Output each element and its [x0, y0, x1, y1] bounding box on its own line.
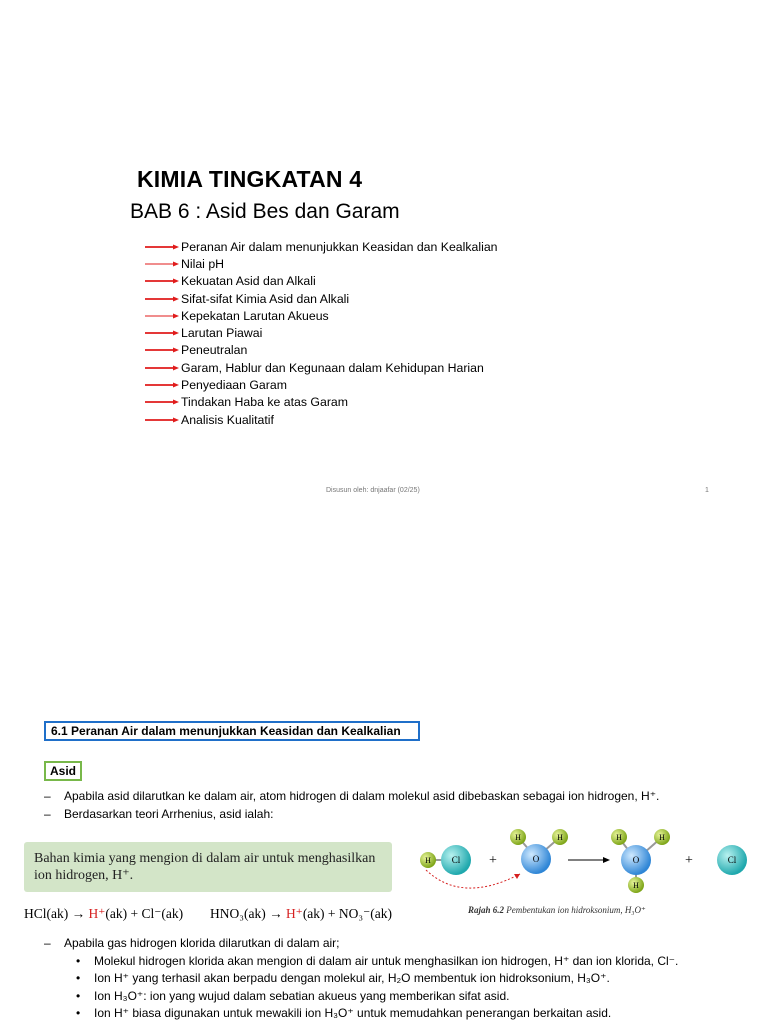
topic-item [145, 255, 498, 272]
topic-item [145, 342, 498, 359]
topic-label: Tindakan Haba ke atas Garam [181, 395, 349, 410]
plus-sign: + [489, 853, 497, 868]
atom-label: H [557, 833, 563, 842]
equation-hcl [24, 906, 183, 922]
dash-bullet: – [44, 936, 51, 950]
bullet-text: Ion H⁺ biasa digunakan untuk mewakili ion H₃O⁺ untuk memudahkan penerangan berkaitan asid. [94, 1006, 612, 1020]
topic-item [145, 359, 498, 376]
definition-line: Bahan kimia yang mengion di dalam air untuk menghasilkan [34, 851, 376, 866]
text-line [44, 936, 340, 950]
topic-label: Garam, Hablur dan Kegunaan dalam Kehidupan Harian [181, 360, 484, 375]
dash-bullet: – [44, 789, 51, 803]
equation-part: (ak) + Cl⁻(ak) [105, 906, 184, 921]
red-arrow-icon [145, 328, 179, 338]
topic-label: Kepekatan Larutan Akueus [181, 308, 329, 323]
dash-bullet: – [44, 807, 51, 821]
subheading-asid: Asid [44, 761, 82, 781]
atom-label: H [633, 881, 639, 890]
atom-label: O [532, 854, 540, 864]
red-arrow-icon [145, 363, 179, 373]
red-arrow-icon [145, 397, 179, 407]
equation-hydrogen-ion: H⁺ [285, 906, 303, 921]
text-line [44, 807, 273, 821]
topic-item [145, 290, 498, 307]
plus-sign: + [685, 853, 693, 868]
topic-item [145, 273, 498, 290]
topic-label: Sifat-sifat Kimia Asid dan Alkali [181, 291, 350, 306]
red-arrow-icon [145, 242, 179, 252]
line-text: Apabila gas hidrogen klorida dilarutkan di dalam air; [64, 936, 340, 950]
red-arrow-icon [145, 276, 179, 286]
line-text: Berdasarkan teori Arrhenius, asid ialah: [64, 807, 274, 821]
bullet-dot: • [76, 989, 81, 1003]
atom-label: H [425, 856, 431, 865]
diagram-caption [468, 905, 646, 916]
caption-text: Pembentukan ion hidroksonium, H₃O⁺ [504, 905, 646, 915]
topic-label: Peranan Air dalam menunjukkan Keasidan dan Kealkalian [181, 239, 498, 254]
definition-box [24, 842, 392, 892]
equation-part: HCl(ak) → [24, 906, 89, 921]
equation-hydrogen-ion: H⁺ [88, 906, 106, 921]
red-arrow-icon [145, 345, 179, 355]
topic-item [145, 238, 498, 255]
bullet-text: Ion H⁺ yang terhasil akan berpadu dengan molekul air, H₂O membentuk ion hidroksonium, H₃O⁺. [94, 971, 610, 985]
slide-title: KIMIA TINGKATAN 4 [137, 166, 363, 192]
topic-item [145, 307, 498, 324]
red-arrow-icon [145, 415, 179, 425]
bullet-dot: • [76, 1006, 81, 1020]
topic-label: Analisis Kualitatif [181, 412, 274, 427]
topic-item [145, 411, 498, 428]
page-number: 1 [705, 487, 709, 494]
red-arrow-icon [145, 259, 179, 269]
red-arrow-icon [145, 380, 179, 390]
topic-label: Kekuatan Asid dan Alkali [181, 274, 316, 289]
bullet-item [70, 989, 509, 1003]
line-text: Apabila asid dilarutkan ke dalam air, atom hidrogen di dalam molekul asid dibebaskan sebagai ion hidrogen, H⁺. [64, 789, 660, 803]
bullet-item [70, 971, 610, 985]
chapter-topic-list [145, 238, 498, 428]
equation-part: HNO₃(ak) → [210, 906, 286, 921]
bullet-text: Ion H₃O⁺: ion yang wujud dalam sebatian akueus yang memberikan sifat asid. [94, 989, 510, 1003]
atom-label: O [632, 855, 640, 865]
topic-item [145, 376, 498, 393]
section-heading: 6.1 Peranan Air dalam menunjukkan Keasidan dan Kealkalian [44, 721, 420, 741]
bullet-item [70, 1006, 611, 1020]
caption-label: Rajah 6.2 [468, 905, 505, 915]
bullet-dot: • [76, 954, 81, 968]
topic-label: Nilai pH [181, 256, 225, 271]
slide-footer: Disusun oleh: dnjaafar (02/25) [326, 487, 420, 494]
red-arrow-icon [145, 311, 179, 321]
topic-item [145, 324, 498, 341]
topic-label: Peneutralan [181, 343, 248, 358]
atom-label: H [659, 833, 665, 842]
definition-line: ion hidrogen, H⁺. [34, 868, 134, 883]
red-arrow-icon [145, 294, 179, 304]
equation-part: (ak) + NO₃⁻(ak) [302, 906, 392, 921]
bullet-dot: • [76, 971, 81, 985]
atom-label: H [515, 833, 521, 842]
topic-label: Penyediaan Garam [181, 378, 287, 393]
topic-item [145, 394, 498, 411]
slide-subtitle: BAB 6 : Asid Bes dan Garam [130, 200, 400, 223]
atom-label: H [616, 833, 622, 842]
bullet-item [70, 954, 678, 968]
hydroxonium-formation-diagram [412, 826, 757, 904]
topic-label: Larutan Piawai [181, 326, 263, 341]
atom-label: Cl [451, 855, 461, 865]
atom-label: Cl [727, 855, 737, 865]
bullet-text: Molekul hidrogen klorida akan mengion di dalam air untuk menghasilkan ion hidrogen, H⁺ dan ion klorida, Cl⁻. [94, 954, 679, 968]
text-line [44, 789, 659, 803]
equation-hno3 [210, 906, 392, 922]
